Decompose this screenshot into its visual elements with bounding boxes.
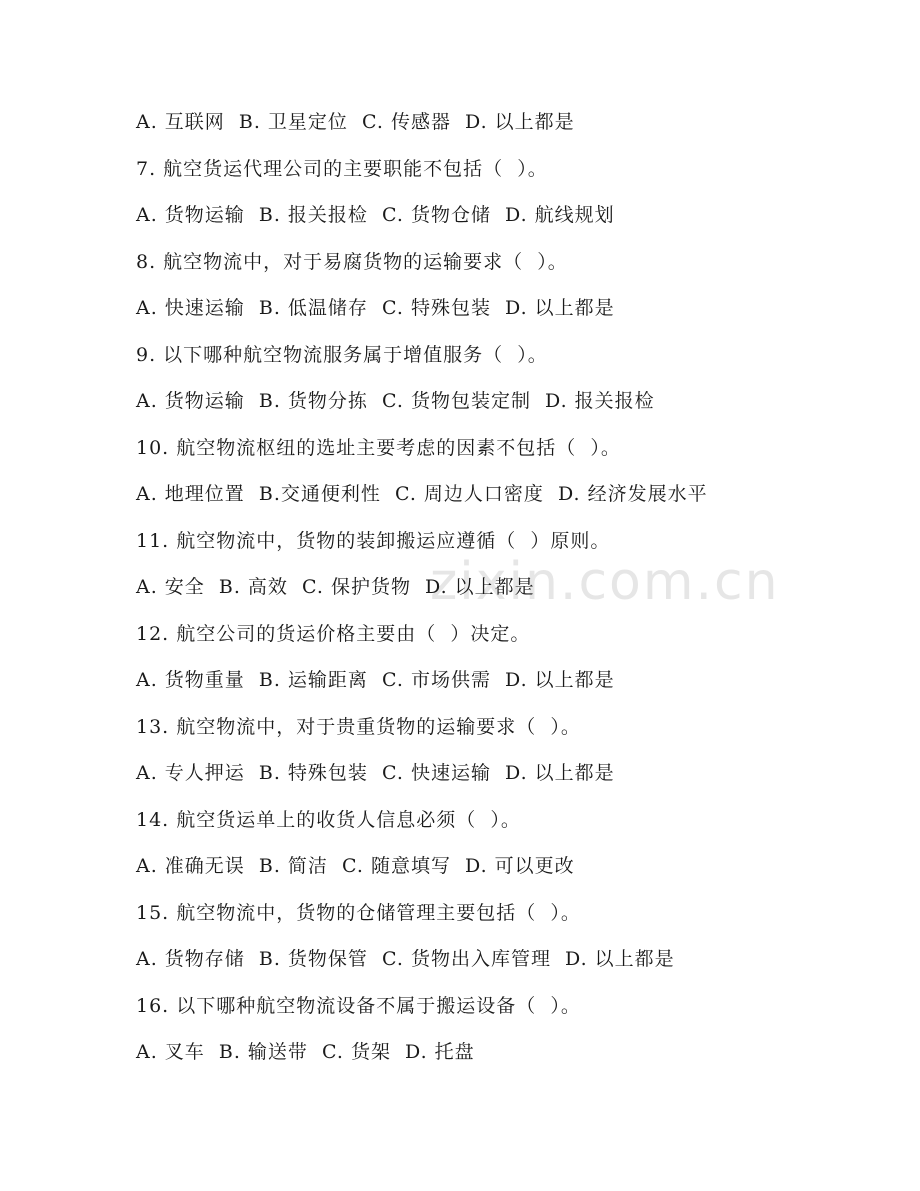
q13-question: 13. 航空物流中，对于贵重货物的运输要求（ ）。 bbox=[136, 716, 581, 738]
q7-question: 7. 航空货运代理公司的主要职能不包括（ ）。 bbox=[136, 158, 548, 180]
watermark: zixin.com.cn bbox=[430, 552, 780, 612]
q14-question: 14. 航空货运单上的收货人信息必须（ ）。 bbox=[136, 809, 521, 831]
q15-options: A. 货物存储 B. 货物保管 C. 货物出入库管理 D. 以上都是 bbox=[136, 948, 675, 970]
q14-options: A. 准确无误 B. 简洁 C. 随意填写 D. 可以更改 bbox=[136, 855, 575, 877]
q13-options: A. 专人押运 B. 特殊包装 C. 快速运输 D. 以上都是 bbox=[136, 762, 615, 784]
q12-options: A. 货物重量 B. 运输距离 C. 市场供需 D. 以上都是 bbox=[136, 669, 615, 691]
q9-question: 9. 以下哪种航空物流服务属于增值服务（ ）。 bbox=[136, 344, 548, 366]
q16-question: 16. 以下哪种航空物流设备不属于搬运设备（ ）。 bbox=[136, 995, 581, 1017]
q9-options: A. 货物运输 B. 货物分拣 C. 货物包装定制 D. 报关报检 bbox=[136, 390, 655, 412]
q10-question: 10. 航空物流枢纽的选址主要考虑的因素不包括（ ）。 bbox=[136, 437, 621, 459]
q7-options: A. 货物运输 B. 报关报检 C. 货物仓储 D. 航线规划 bbox=[136, 204, 615, 226]
q6-options: A. 互联网 B. 卫星定位 C. 传感器 D. 以上都是 bbox=[136, 111, 575, 133]
q12-question: 12. 航空公司的货运价格主要由（ ）决定。 bbox=[136, 623, 531, 645]
q8-options: A. 快速运输 B. 低温储存 C. 特殊包装 D. 以上都是 bbox=[136, 297, 615, 319]
q16-options: A. 叉车 B. 输送带 C. 货架 D. 托盘 bbox=[136, 1041, 475, 1063]
q8-question: 8. 航空物流中，对于易腐货物的运输要求（ ）。 bbox=[136, 251, 568, 273]
q11-options: A. 安全 B. 高效 C. 保护货物 D. 以上都是 bbox=[136, 576, 535, 598]
q15-question: 15. 航空物流中，货物的仓储管理主要包括（ ）。 bbox=[136, 902, 581, 924]
q11-question: 11. 航空物流中，货物的装卸搬运应遵循（ ）原则。 bbox=[136, 530, 611, 552]
q10-options: A. 地理位置 B.交通便利性 C. 周边人口密度 D. 经济发展水平 bbox=[136, 483, 708, 505]
